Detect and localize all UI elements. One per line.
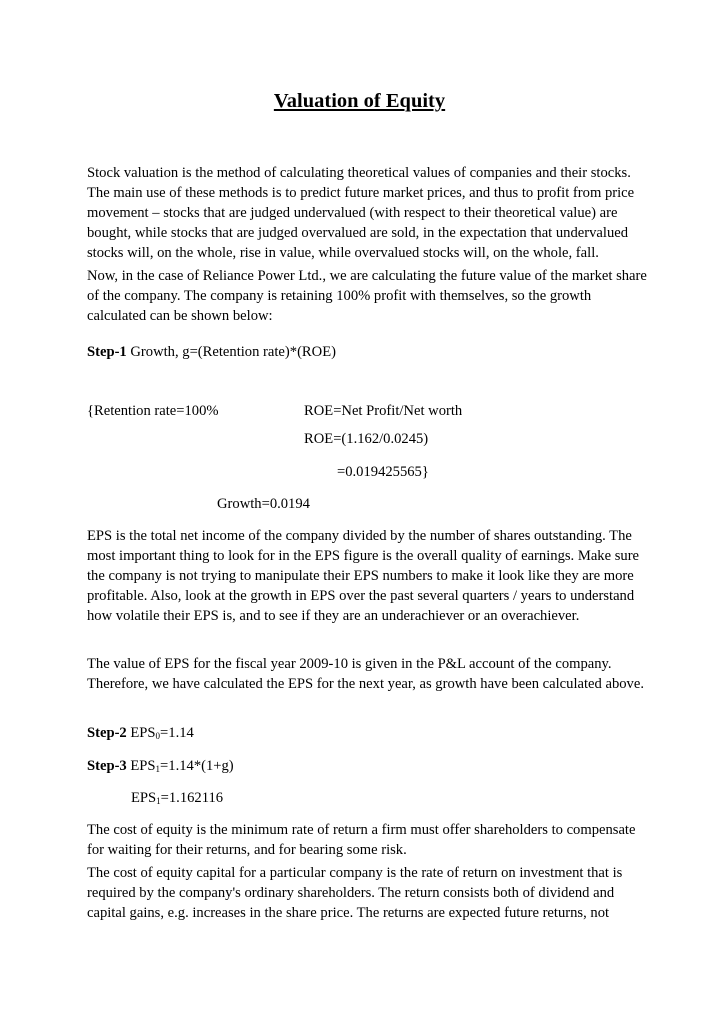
retention-rate: {Retention rate=100%: [87, 403, 219, 419]
eps1-result-subscript: 1: [156, 796, 161, 806]
roe-result: =0.019425565}: [337, 464, 429, 480]
growth-result: Growth=0.0194: [217, 496, 310, 512]
paragraph-reliance-power: Now, in the case of Reliance Power Ltd., we are calculating the future value of the market share of the company. The company is retaining 100% profit with themselves, so the growth calculated can be shown below:: [87, 268, 647, 324]
paragraph-stock-valuation: Stock valuation is the method of calculating theoretical values of companies and their stocks. The main use of these methods is to predict future market prices, and thus to profit from price movement – stocks that are judged undervalued (with respect to their theoretical value) are bought, while stocks that are judged overvalued are sold, in the expectation that undervalued stocks will, on the whole, rise in value, while overvalued stocks will, on the whole, fall.: [87, 165, 635, 261]
eps0-subscript: 0: [155, 731, 161, 741]
eps1-subscript: 1: [155, 764, 161, 774]
step-3-label: Step-3: [87, 758, 127, 774]
eps1-result-label: EPS: [131, 790, 157, 806]
paragraph-cost-of-equity-capital: The cost of equity capital for a particular company is the rate of return on investment that is required by the company's ordinary shareholders. The return consists both of dividend and capital gains, e.g. increases in the share price. The returns are expected future returns, not: [87, 865, 623, 921]
eps0-label: EPS: [130, 725, 156, 741]
eps1-result-line: [131, 788, 223, 808]
eps0-value: =1.14: [160, 725, 194, 741]
paragraph-eps-definition: EPS is the total net income of the company divided by the number of shares outstanding. The most important thing to look for in the EPS figure is the overall quality of earnings. Make sure the company is not trying to manipulate their EPS numbers to make it look like they are more profitable. Also, look at the growth in EPS over the past several quarters / years to understand how volatile their EPS is, and to see if they are an underachiever or an overachiever.: [87, 528, 640, 624]
paragraph-eps-fiscal-year: The value of EPS for the fiscal year 2009-10 is given in the P&L account of the company. Therefore, we have calculated the EPS for the next year, as growth have been calculated above.: [87, 656, 644, 692]
step-1-formula: Growth, g=(Retention rate)*(ROE): [126, 344, 336, 360]
eps1-result-value: =1.162116: [160, 790, 224, 806]
step-3-line: [87, 756, 234, 776]
step-1-label: Step-1: [87, 344, 127, 360]
eps1-label: EPS: [130, 758, 156, 774]
eps1-formula: =1.14*(1+g): [160, 758, 234, 774]
page-title: Valuation of Equity: [273, 90, 446, 112]
step-1-line: [87, 342, 336, 362]
roe-definition: ROE=Net Profit/Net worth: [304, 403, 463, 419]
step-2-line: [87, 723, 194, 743]
roe-calculation: ROE=(1.162/0.0245): [304, 431, 429, 447]
step-2-label: Step-2: [87, 725, 127, 741]
paragraph-cost-of-equity: The cost of equity is the minimum rate of return a firm must offer shareholders to compensate for waiting for their returns, and for bearing some risk.: [87, 822, 636, 858]
